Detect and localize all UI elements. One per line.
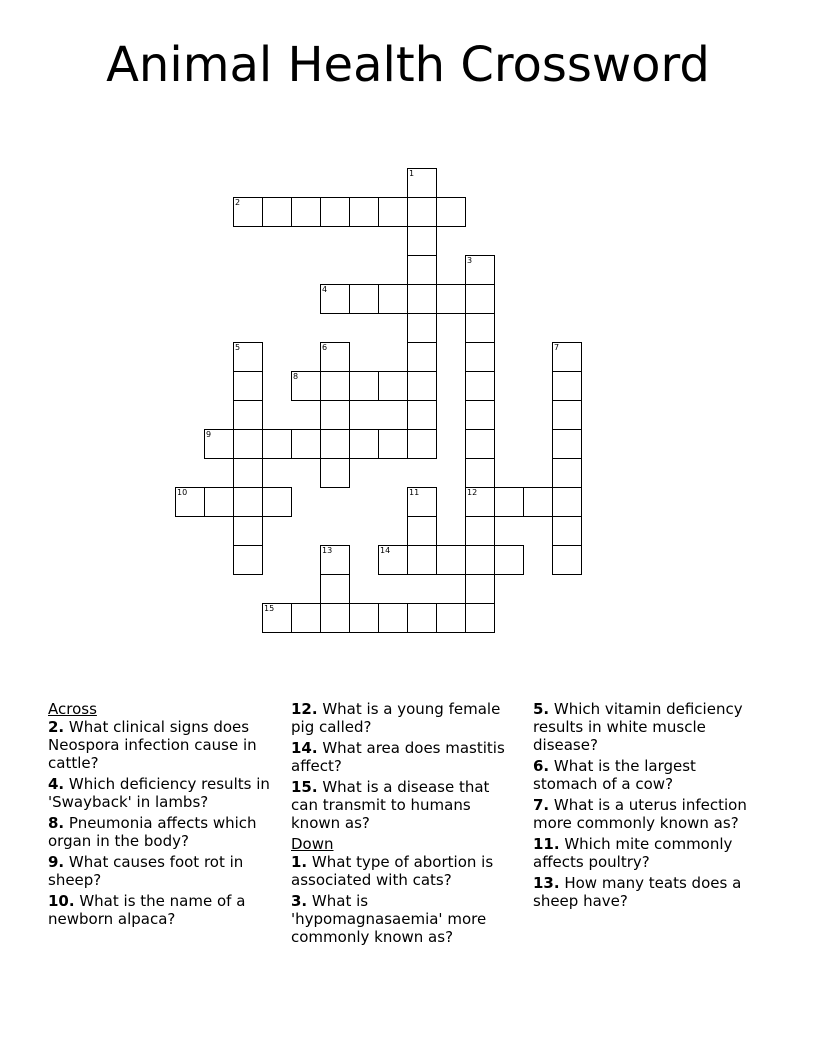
cell-number: 6 xyxy=(322,343,328,352)
grid-cell[interactable] xyxy=(291,197,321,227)
clue-number: 1. xyxy=(291,853,308,871)
down-clue-list xyxy=(291,853,521,946)
grid-cell[interactable] xyxy=(320,429,350,459)
clue-number: 5. xyxy=(533,700,550,718)
grid-cell[interactable] xyxy=(465,574,495,604)
clue-number: 7. xyxy=(533,796,550,814)
grid-cell[interactable] xyxy=(407,313,437,343)
clue-number: 15. xyxy=(291,778,318,796)
clue-number: 2. xyxy=(48,718,65,736)
clue-item xyxy=(533,874,763,910)
grid-cell[interactable] xyxy=(407,226,437,256)
grid-cell[interactable] xyxy=(465,284,495,314)
clue-text: What causes foot rot in sheep? xyxy=(48,853,244,889)
grid-cell[interactable] xyxy=(407,168,437,198)
cell-number: 11 xyxy=(409,488,420,497)
clue-item xyxy=(533,757,763,793)
grid-cell[interactable] xyxy=(262,429,292,459)
cell-number: 7 xyxy=(554,343,560,352)
grid-cell[interactable] xyxy=(436,197,466,227)
grid-cell[interactable] xyxy=(552,545,582,575)
grid-cell[interactable] xyxy=(262,487,292,517)
cell-number: 14 xyxy=(380,546,391,555)
grid-cell[interactable] xyxy=(465,603,495,633)
grid-cell[interactable] xyxy=(407,603,437,633)
grid-cell[interactable] xyxy=(349,429,379,459)
clue-number: 11. xyxy=(533,835,560,853)
grid-cell[interactable] xyxy=(233,371,263,401)
grid-cell[interactable] xyxy=(233,429,263,459)
clue-item xyxy=(48,853,278,889)
clue-item xyxy=(533,700,763,754)
grid-cell[interactable] xyxy=(407,255,437,285)
grid-cell[interactable] xyxy=(320,458,350,488)
cell-number: 1 xyxy=(409,169,415,178)
grid-cell[interactable] xyxy=(552,487,582,517)
grid-cell[interactable] xyxy=(349,603,379,633)
page-title: Animal Health Crossword xyxy=(106,37,710,93)
grid-cell[interactable] xyxy=(407,371,437,401)
grid-cell[interactable] xyxy=(378,284,408,314)
clue-number: 8. xyxy=(48,814,65,832)
cell-number: 8 xyxy=(293,372,299,381)
clues-column-1 xyxy=(48,700,278,931)
grid-cell[interactable] xyxy=(233,197,263,227)
cell-number: 13 xyxy=(322,546,333,555)
clue-text: What type of abortion is associated with cats? xyxy=(291,853,494,889)
cell-number: 3 xyxy=(467,256,473,265)
clue-number: 6. xyxy=(533,757,550,775)
grid-cell[interactable] xyxy=(407,516,437,546)
grid-cell[interactable] xyxy=(465,255,495,285)
clue-text: What is a disease that can transmit to humans known as? xyxy=(291,778,490,832)
grid-cell[interactable] xyxy=(378,603,408,633)
grid-cell[interactable] xyxy=(552,400,582,430)
grid-cell[interactable] xyxy=(233,400,263,430)
down-heading: Down xyxy=(291,835,334,853)
clue-number: 14. xyxy=(291,739,318,757)
grid-cell[interactable] xyxy=(262,197,292,227)
cell-number: 12 xyxy=(467,488,478,497)
grid-cell[interactable] xyxy=(320,342,350,372)
clue-number: 9. xyxy=(48,853,65,871)
grid-cell[interactable] xyxy=(407,197,437,227)
grid-cell[interactable] xyxy=(436,545,466,575)
grid-cell[interactable] xyxy=(407,429,437,459)
grid-cell[interactable] xyxy=(552,516,582,546)
grid-cell[interactable] xyxy=(378,197,408,227)
grid-cell[interactable] xyxy=(320,603,350,633)
grid-cell[interactable] xyxy=(407,342,437,372)
grid-cell[interactable] xyxy=(465,400,495,430)
grid-cell[interactable] xyxy=(291,429,321,459)
grid-cell[interactable] xyxy=(320,574,350,604)
grid-cell[interactable] xyxy=(436,284,466,314)
clue-text: What clinical signs does Neospora infection cause in cattle? xyxy=(48,718,257,772)
clue-item xyxy=(291,778,521,832)
grid-cell[interactable] xyxy=(291,371,321,401)
grid-cell[interactable] xyxy=(233,458,263,488)
across-clue-list xyxy=(48,718,278,928)
clue-item xyxy=(48,718,278,772)
grid-cell[interactable] xyxy=(378,545,408,575)
clue-item xyxy=(48,892,278,928)
grid-cell[interactable] xyxy=(233,487,263,517)
clue-item xyxy=(533,835,763,871)
grid-cell[interactable] xyxy=(552,342,582,372)
grid-cell[interactable] xyxy=(465,342,495,372)
clue-item xyxy=(291,892,521,946)
grid-cell[interactable] xyxy=(494,545,524,575)
clue-text: What is the largest stomach of a cow? xyxy=(533,757,696,793)
grid-cell[interactable] xyxy=(465,545,495,575)
clue-text: Which mite commonly affects poultry? xyxy=(533,835,733,871)
clue-item xyxy=(291,739,521,775)
across-heading: Across xyxy=(48,700,97,718)
clue-text: What is 'hypomagnasaemia' more commonly known as? xyxy=(291,892,487,946)
clue-text: What is a young female pig called? xyxy=(291,700,501,736)
grid-cell[interactable] xyxy=(465,371,495,401)
clue-number: 13. xyxy=(533,874,560,892)
clue-item xyxy=(48,775,278,811)
grid-cell[interactable] xyxy=(465,516,495,546)
clue-text: Which deficiency results in 'Swayback' in lambs? xyxy=(48,775,270,811)
grid-cell[interactable] xyxy=(494,487,524,517)
grid-cell[interactable] xyxy=(523,487,553,517)
grid-cell[interactable] xyxy=(407,487,437,517)
grid-cell[interactable] xyxy=(204,429,234,459)
grid-cell[interactable] xyxy=(262,603,292,633)
cell-number: 15 xyxy=(264,604,275,613)
down-clue-list-continued xyxy=(533,700,763,910)
clue-item xyxy=(533,796,763,832)
grid-cell[interactable] xyxy=(407,545,437,575)
grid-cell[interactable] xyxy=(552,458,582,488)
grid-cell[interactable] xyxy=(465,429,495,459)
grid-cell[interactable] xyxy=(233,516,263,546)
grid-cell[interactable] xyxy=(320,371,350,401)
across-clue-list-continued xyxy=(291,700,521,832)
grid-cell[interactable] xyxy=(349,197,379,227)
clue-item xyxy=(48,814,278,850)
grid-cell[interactable] xyxy=(465,313,495,343)
clues-column-3 xyxy=(533,700,763,913)
cell-number: 2 xyxy=(235,198,241,207)
cell-number: 10 xyxy=(177,488,188,497)
grid-cell[interactable] xyxy=(407,400,437,430)
clue-text: What is a uterus infection more commonly known as? xyxy=(533,796,747,832)
grid-cell[interactable] xyxy=(320,400,350,430)
clues-column-2 xyxy=(291,700,521,949)
grid-cell[interactable] xyxy=(378,371,408,401)
grid-cell[interactable] xyxy=(233,342,263,372)
clue-item xyxy=(291,700,521,736)
grid-cell[interactable] xyxy=(320,545,350,575)
grid-cell[interactable] xyxy=(349,284,379,314)
clue-number: 10. xyxy=(48,892,75,910)
clue-item xyxy=(291,853,521,889)
grid-cell[interactable] xyxy=(465,487,495,517)
grid-cell[interactable] xyxy=(349,371,379,401)
grid-cell[interactable] xyxy=(436,603,466,633)
grid-cell[interactable] xyxy=(320,197,350,227)
clue-text: Pneumonia affects which organ in the body? xyxy=(48,814,257,850)
grid-cell[interactable] xyxy=(378,429,408,459)
clue-text: How many teats does a sheep have? xyxy=(533,874,742,910)
clue-text: What area does mastitis affect? xyxy=(291,739,505,775)
grid-cell[interactable] xyxy=(465,458,495,488)
grid-cell[interactable] xyxy=(552,429,582,459)
clue-number: 4. xyxy=(48,775,65,793)
grid-cell[interactable] xyxy=(552,371,582,401)
grid-cell[interactable] xyxy=(320,284,350,314)
cell-number: 4 xyxy=(322,285,328,294)
grid-cell[interactable] xyxy=(233,545,263,575)
cell-number: 9 xyxy=(206,430,212,439)
grid-cell[interactable] xyxy=(204,487,234,517)
clue-number: 12. xyxy=(291,700,318,718)
grid-cell[interactable] xyxy=(175,487,205,517)
clue-text: Which vitamin deficiency results in white muscle disease? xyxy=(533,700,743,754)
clue-text: What is the name of a newborn alpaca? xyxy=(48,892,246,928)
grid-cell[interactable] xyxy=(291,603,321,633)
clue-number: 3. xyxy=(291,892,308,910)
cell-number: 5 xyxy=(235,343,241,352)
grid-cell[interactable] xyxy=(407,284,437,314)
